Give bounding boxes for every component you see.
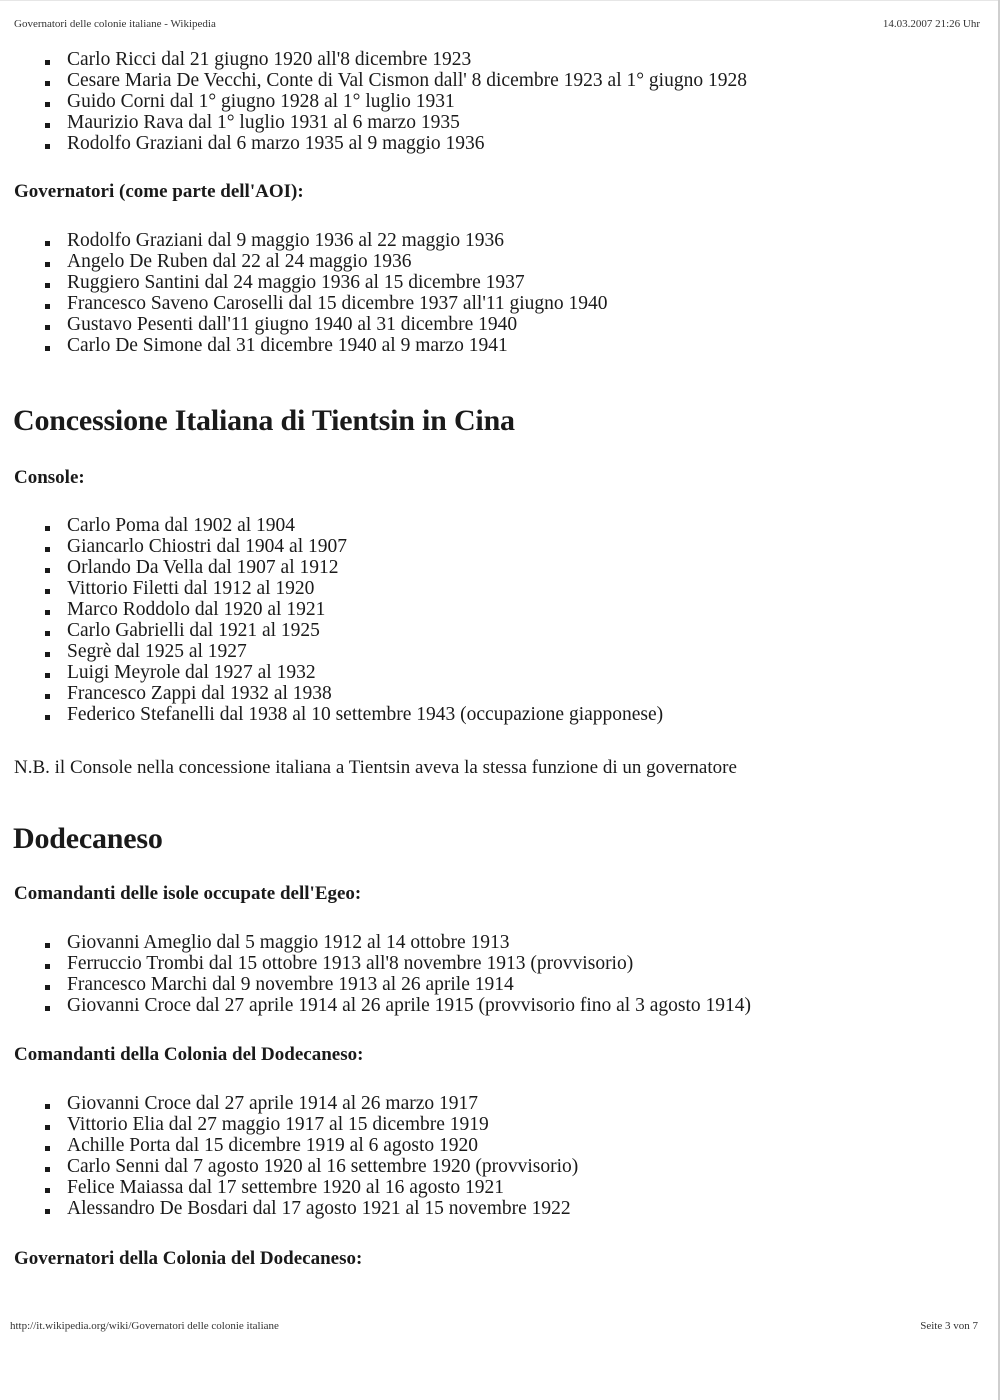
list-item: Francesco Saveno Caroselli dal 15 dicembre 1937 all'11 giugno 1940 — [0, 293, 1000, 314]
bullet-icon — [45, 283, 50, 288]
bullet-icon — [45, 589, 50, 594]
bullet-icon — [45, 985, 50, 990]
bullet-icon — [45, 1006, 50, 1011]
list-item: Giovanni Croce dal 27 aprile 1914 al 26 marzo 1917 — [0, 1093, 1000, 1114]
list-item: Rodolfo Graziani dal 9 maggio 1936 al 22 maggio 1936 — [0, 230, 1000, 251]
bullet-icon — [45, 526, 50, 531]
comandanti-colonia-list-block — [0, 1093, 1000, 1219]
list-item: Luigi Meyrole dal 1927 al 1932 — [0, 662, 1000, 683]
comandanti-isole-heading: Comandanti delle isole occupate dell'Egeo: — [14, 883, 362, 904]
comandanti-colonia-heading: Comandanti della Colonia del Dodecaneso: — [14, 1044, 364, 1065]
header-title: Governatori delle colonie italiane - Wikipedia — [14, 18, 216, 30]
aoi-heading: Governatori (come parte dell'AOI): — [14, 181, 304, 202]
bullet-icon — [45, 60, 50, 65]
list-item: Carlo Poma dal 1902 al 1904 — [0, 515, 1000, 536]
bullet-icon — [45, 241, 50, 246]
aoi-list-block — [0, 230, 1000, 356]
bullet-icon — [45, 325, 50, 330]
section-title-dodecaneso: Dodecaneso — [13, 822, 163, 855]
list-item: Maurizio Rava dal 1° luglio 1931 al 6 marzo 1935 — [0, 112, 1000, 133]
bullet-icon — [45, 673, 50, 678]
list-item: Federico Stefanelli dal 1938 al 10 settembre 1943 (occupazione giapponese) — [0, 704, 1000, 725]
bullet-icon — [45, 943, 50, 948]
bullet-icon — [45, 102, 50, 107]
bullet-icon — [45, 631, 50, 636]
tientsin-note: N.B. il Console nella concessione italiana a Tientsin aveva la stessa funzione di un governatore — [14, 757, 737, 778]
list-item: Carlo De Simone dal 31 dicembre 1940 al 9 marzo 1941 — [0, 335, 1000, 356]
running-header — [14, 18, 980, 30]
list-item: Giovanni Croce dal 27 aprile 1914 al 26 aprile 1915 (provvisorio fino al 3 agosto 1914) — [0, 995, 1000, 1016]
list-item: Carlo Ricci dal 21 giugno 1920 all'8 dicembre 1923 — [0, 49, 1000, 70]
list-item: Felice Maiassa dal 17 settembre 1920 al 16 agosto 1921 — [0, 1177, 1000, 1198]
console-list-block — [0, 515, 1000, 725]
header-timestamp: 14.03.2007 21:26 Uhr — [882, 18, 980, 30]
footer-url: http://it.wikipedia.org/wiki/Governatori delle colonie italiane — [10, 1320, 279, 1332]
list-item: Carlo Senni dal 7 agosto 1920 al 16 settembre 1920 (provvisorio) — [0, 1156, 1000, 1177]
list-item: Ruggiero Santini dal 24 maggio 1936 al 15 dicembre 1937 — [0, 272, 1000, 293]
list-item: Carlo Gabrielli dal 1921 al 1925 — [0, 620, 1000, 641]
bullet-icon — [45, 1125, 50, 1130]
bullet-icon — [45, 964, 50, 969]
list-item: Francesco Marchi dal 9 novembre 1913 al 26 aprile 1914 — [0, 974, 1000, 995]
list-item: Vittorio Filetti dal 1912 al 1920 — [0, 578, 1000, 599]
list-item: Angelo De Ruben dal 22 al 24 maggio 1936 — [0, 251, 1000, 272]
governatori-colonia-heading: Governatori della Colonia del Dodecaneso: — [14, 1248, 363, 1269]
list-item: Alessandro De Bosdari dal 17 agosto 1921 al 15 novembre 1922 — [0, 1198, 1000, 1219]
bullet-icon — [45, 1167, 50, 1172]
bullet-icon — [45, 304, 50, 309]
list-item: Giovanni Ameglio dal 5 maggio 1912 al 14 ottobre 1913 — [0, 932, 1000, 953]
footer-page-number: Seite 3 von 7 — [920, 1320, 978, 1332]
running-footer — [10, 1320, 978, 1332]
bullet-icon — [45, 81, 50, 86]
list-top-block — [0, 49, 1000, 154]
console-heading: Console: — [14, 467, 85, 488]
list-item: Vittorio Elia dal 27 maggio 1917 al 15 dicembre 1919 — [0, 1114, 1000, 1135]
bullet-icon — [45, 1104, 50, 1109]
list-item: Marco Roddolo dal 1920 al 1921 — [0, 599, 1000, 620]
bullet-icon — [45, 1188, 50, 1193]
comandanti-isole-list — [0, 932, 1000, 1016]
bullet-icon — [45, 652, 50, 657]
list-item: Cesare Maria De Vecchi, Conte di Val Cismon dall' 8 dicembre 1923 al 1° giugno 1928 — [0, 70, 1000, 91]
list-item: Giancarlo Chiostri dal 1904 al 1907 — [0, 536, 1000, 557]
list-item: Segrè dal 1925 al 1927 — [0, 641, 1000, 662]
bullet-icon — [45, 610, 50, 615]
section-title-tientsin: Concessione Italiana di Tientsin in Cina — [13, 404, 515, 437]
bullet-icon — [45, 144, 50, 149]
bullet-icon — [45, 547, 50, 552]
bullet-icon — [45, 123, 50, 128]
comandanti-isole-list-block — [0, 932, 1000, 1016]
aoi-list — [0, 230, 1000, 356]
bullet-icon — [45, 346, 50, 351]
list-item: Orlando Da Vella dal 1907 al 1912 — [0, 557, 1000, 578]
console-list — [0, 515, 1000, 725]
list-item: Gustavo Pesenti dall'11 giugno 1940 al 31 dicembre 1940 — [0, 314, 1000, 335]
list-item: Achille Porta dal 15 dicembre 1919 al 6 agosto 1920 — [0, 1135, 1000, 1156]
comandanti-colonia-list — [0, 1093, 1000, 1219]
bullet-icon — [45, 1146, 50, 1151]
list-item: Rodolfo Graziani dal 6 marzo 1935 al 9 maggio 1936 — [0, 133, 1000, 154]
bullet-icon — [45, 262, 50, 267]
list-item: Guido Corni dal 1° giugno 1928 al 1° luglio 1931 — [0, 91, 1000, 112]
list-item: Ferruccio Trombi dal 15 ottobre 1913 all'8 novembre 1913 (provvisorio) — [0, 953, 1000, 974]
list-top — [0, 49, 1000, 154]
list-item: Francesco Zappi dal 1932 al 1938 — [0, 683, 1000, 704]
page-edge-top — [0, 0, 1000, 1]
bullet-icon — [45, 694, 50, 699]
bullet-icon — [45, 568, 50, 573]
bullet-icon — [45, 715, 50, 720]
bullet-icon — [45, 1209, 50, 1214]
